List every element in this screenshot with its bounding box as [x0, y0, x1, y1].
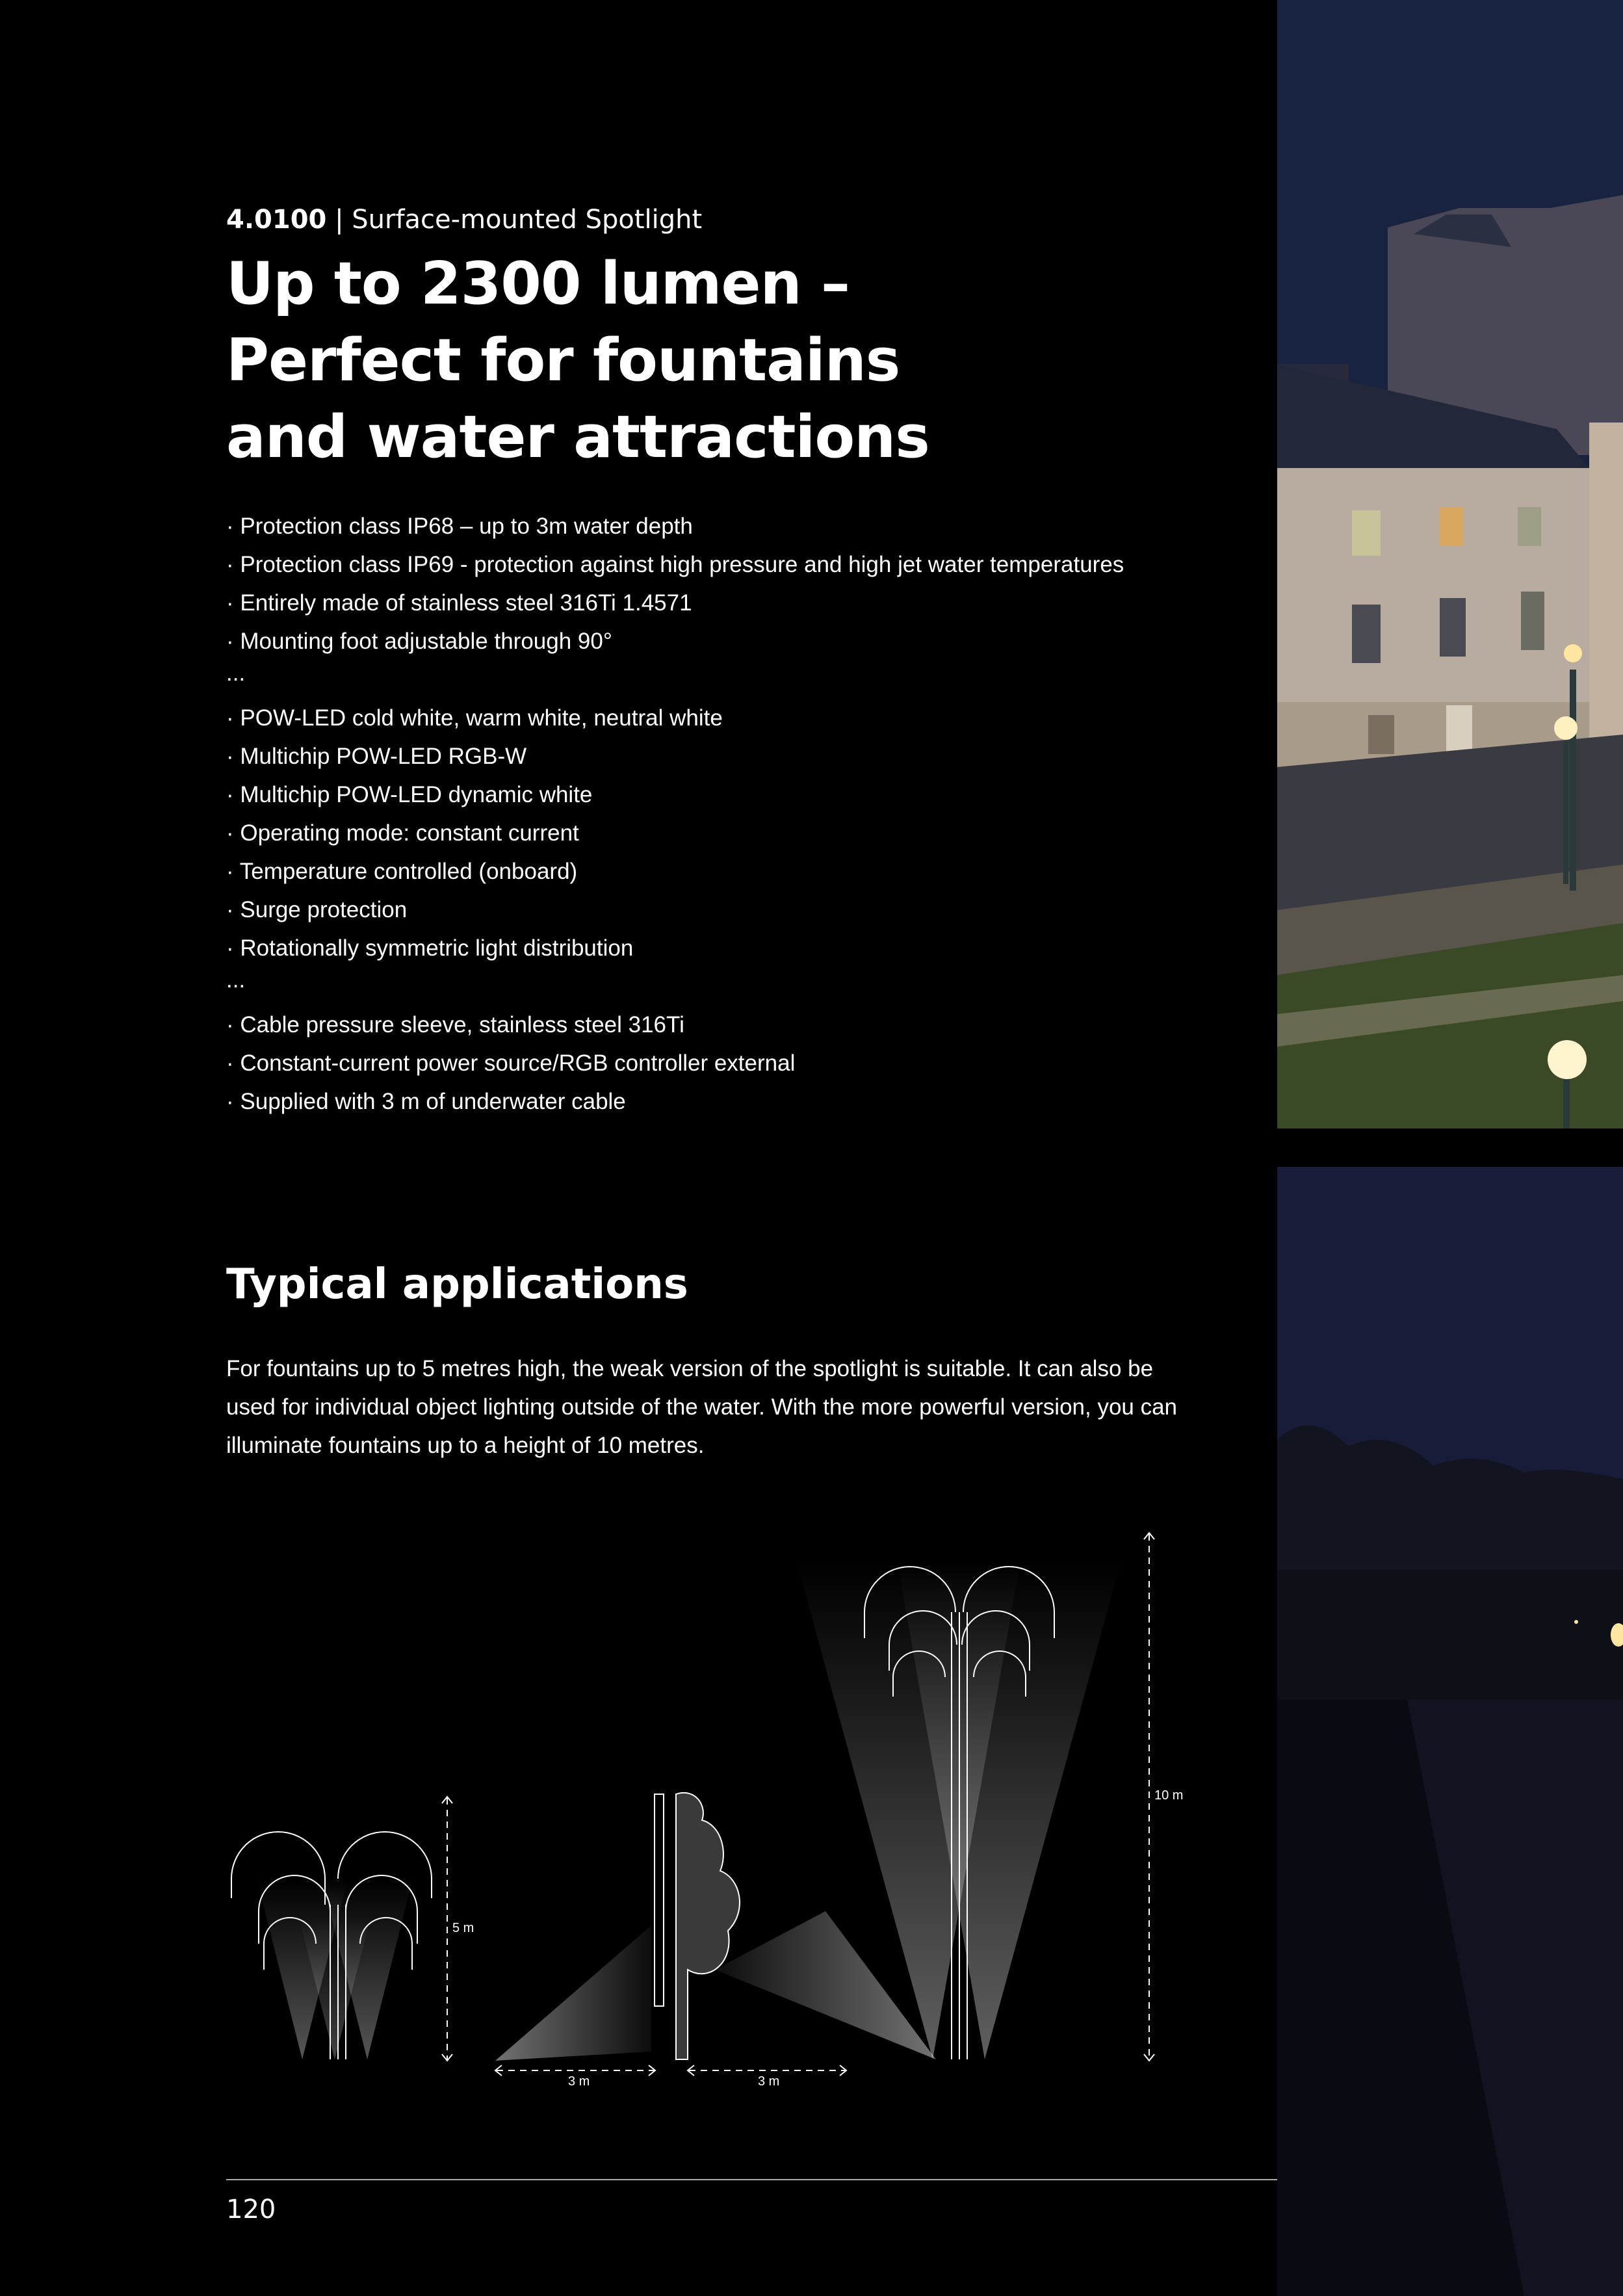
feature-item: · Constant-current power source/RGB controller external	[226, 1050, 796, 1076]
building-night-photo	[1277, 0, 1623, 1128]
product-type: Surface-mounted Spotlight	[352, 205, 703, 235]
feature-ellipsis: ...	[226, 967, 246, 993]
feature-item: · Temperature controlled (onboard)	[226, 859, 578, 884]
width-label-right: 3 m	[758, 2074, 780, 2089]
product-code: 4.0100	[226, 205, 327, 235]
subheading-separator: |	[326, 205, 352, 235]
page-title	[226, 246, 941, 476]
title-line: and water attractions	[226, 403, 929, 471]
title-line: Perfect for fountains	[226, 326, 900, 395]
width-label-left: 3 m	[568, 2074, 590, 2089]
page-number: 120	[226, 2195, 276, 2224]
feature-item: · Surge protection	[226, 897, 408, 922]
feature-item: · Multichip POW-LED dynamic white	[226, 782, 593, 807]
feature-ellipsis: ...	[226, 660, 246, 686]
feature-list	[226, 507, 1201, 1121]
applications-paragraph	[226, 1350, 1188, 1465]
feature-item: · Entirely made of stainless steel 316Ti 1.4571	[226, 590, 692, 616]
paragraph-line: For fountains up to 5 metres high, the weak version of the spotlight is suitable. It can also be	[226, 1356, 1154, 1381]
feature-item: · Protection class IP68 – up to 3m water depth	[226, 514, 693, 539]
height-label-small: 5 m	[452, 1921, 474, 1935]
fountain-diagram	[221, 1515, 1209, 2100]
feature-item: · POW-LED cold white, warm white, neutral white	[226, 705, 723, 731]
feature-item: · Rotationally symmetric light distribution	[226, 935, 634, 961]
height-label-large: 10 m	[1154, 1788, 1184, 1803]
feature-item: · Operating mode: constant current	[226, 820, 579, 846]
feature-item: · Mounting foot adjustable through 90°	[226, 629, 612, 654]
height-dimension-large	[1144, 1533, 1154, 2061]
paragraph-line: used for individual object lighting outside of the water. With the more powerful version, you can	[226, 1394, 1178, 1420]
feature-item: · Multichip POW-LED RGB-W	[226, 744, 527, 769]
feature-item: · Supplied with 3 m of underwater cable	[226, 1089, 626, 1114]
product-subheading	[226, 202, 702, 238]
title-line: Up to 2300 lumen –	[226, 250, 850, 318]
building-photo-illustration	[1277, 0, 1623, 1128]
paragraph-line: illuminate fountains up to a height of 10 metres.	[226, 1433, 705, 1458]
park-night-photo	[1277, 1167, 1623, 2296]
park-photo-illustration	[1277, 1167, 1623, 2296]
feature-item: · Protection class IP69 - protection against high pressure and high jet water temperatures	[226, 552, 1124, 577]
applications-heading: Typical applications	[226, 1260, 688, 1309]
feature-item: · Cable pressure sleeve, stainless steel 316Ti	[226, 1012, 684, 1037]
object-lighting	[481, 1793, 936, 2061]
small-fountain	[231, 1832, 432, 2059]
height-dimension-small	[442, 1797, 452, 2061]
